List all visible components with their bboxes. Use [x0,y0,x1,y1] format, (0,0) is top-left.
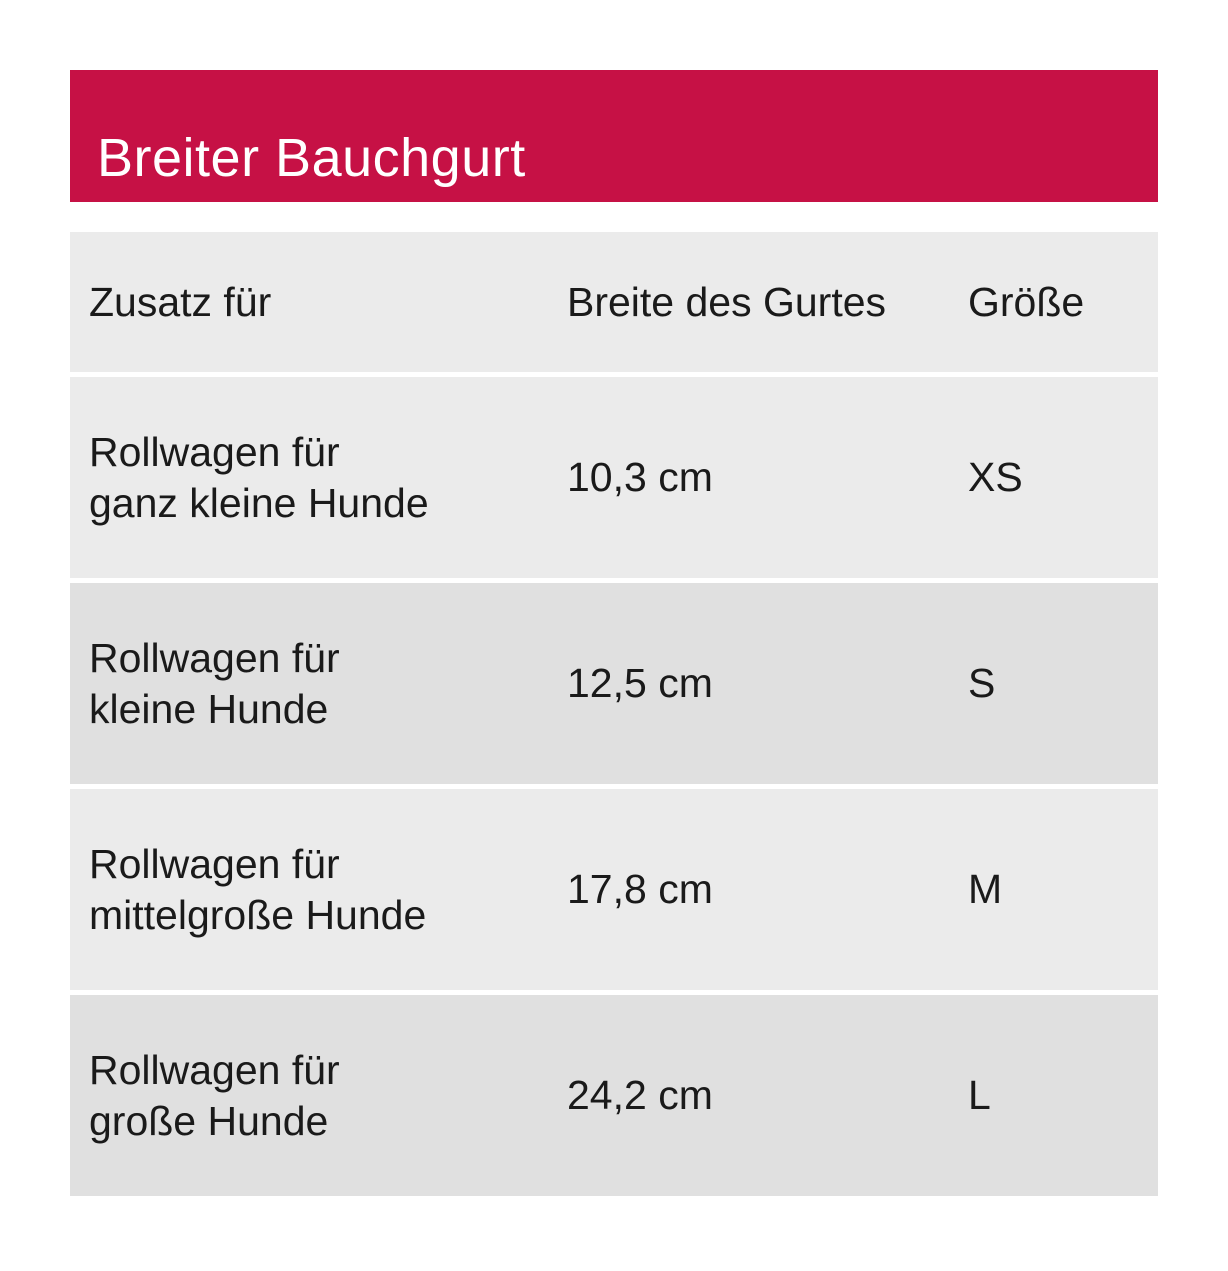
column-header-zusatz: Zusatz für [89,278,272,325]
cell-breite: 12,5 cm [567,660,713,707]
zusatz-line1: Rollwagen für [89,841,340,888]
cell-groesse: L [968,1072,991,1119]
zusatz-line1: Rollwagen für [89,635,340,682]
table-row [70,995,1158,1196]
zusatz-line2: ganz kleine Hunde [89,479,429,526]
column-header-groesse: Größe [968,278,1085,325]
zusatz-line2: mittelgroße Hunde [89,891,427,938]
cell-groesse: XS [968,454,1023,501]
table-row [70,583,1158,784]
table-row [70,789,1158,990]
table-row [70,377,1158,578]
table-header-row [70,232,1158,372]
cell-zusatz [70,1045,567,1145]
cell-breite: 10,3 cm [567,454,713,501]
title-bar [70,70,1158,202]
size-table [70,232,1158,1196]
zusatz-line2: große Hunde [89,1097,329,1144]
zusatz-line1: Rollwagen für [89,1047,340,1094]
cell-zusatz [70,633,567,733]
column-header-breite: Breite des Gurtes [567,278,887,325]
page-title: Breiter Bauchgurt [97,127,526,188]
cell-breite: 17,8 cm [567,866,713,913]
zusatz-line1: Rollwagen für [89,429,340,476]
cell-zusatz [70,427,567,527]
cell-breite: 24,2 cm [567,1072,713,1119]
zusatz-line2: kleine Hunde [89,685,329,732]
cell-groesse: S [968,660,996,707]
cell-zusatz [70,839,567,939]
cell-groesse: M [968,866,1003,913]
